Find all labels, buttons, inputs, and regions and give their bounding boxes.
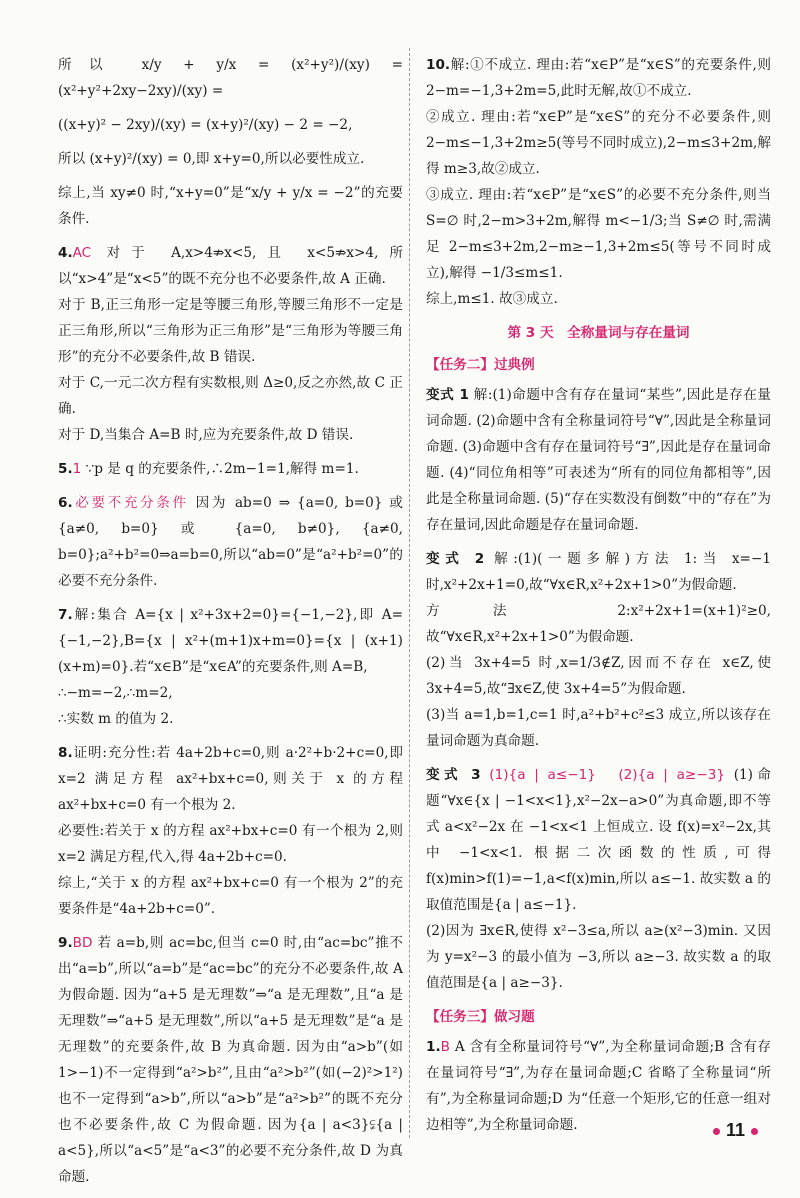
proof-line-2: ((x+y)² − 2xy)/(xy) = (x+y)²/(xy) − 2 = −2, — [58, 117, 353, 133]
q10-part-2: ②成立. 理由:若“x∈P”是“x∈S”的充分不必要条件,则 2−m≤−1,3+2m≥5(等号不同时成立),2−m≤3+2m,解得 m≥3,故②成立. — [426, 109, 771, 177]
q4-number: 4. — [58, 245, 73, 261]
proof-line-1: 所以 x/y + y/x = (x²+y²)/(xy) = (x²+y²+2xy−2xy)/(xy) = — [58, 57, 403, 99]
q6-text-2: {a≠0, b=0};a²+b²=0⇒a=b=0,所以“ab=0”是“a²+b²=0”的必要不充分条件. — [58, 521, 403, 589]
q10-block — [426, 52, 771, 312]
q4-answer: AC — [72, 245, 92, 261]
q7-number: 7. — [58, 607, 73, 623]
q7-text-2: ∴−m=−2,∴m=2, — [58, 685, 173, 701]
day-title: 第 3 天 全称量词与存在量词 — [507, 325, 690, 341]
variant2-text-3: (2)当 3x+4=5 时,x=1/3∉Z,因而不存在 x∈Z,使 3x+4=5,故“∃x∈Z,使 3x+4=5”为假命题. — [426, 655, 771, 697]
variant3-label: 变式 3 — [426, 767, 481, 783]
q9-answer: BD — [72, 935, 93, 951]
variant2-text-4: (3)当 a=1,b=1,c=1 时,a²+b²+c²≤3 成立,所以该存在量词命题为真命题. — [426, 707, 771, 749]
q5-answer: 1 — [72, 461, 82, 477]
task3-label: 【任务三】做习题 — [426, 1009, 535, 1025]
q8-text-2: 必要性:若关于 x 的方程 ax²+bx+c=0 有一个根为 2,则 x=2 满足方程,代入,得 4a+2b+c=0. — [58, 823, 403, 865]
q9-block — [58, 930, 403, 1190]
variant2-text-1: 解:(1)(一题多解)方法 1:当 x=−1 时,x²+2x+1=0,故“∀x∈R,x²+2x+1>0”为假命题. — [426, 551, 771, 593]
q5-text: ∵p 是 q 的充要条件,∴2m−1=1,解得 m=1. — [85, 461, 359, 477]
top-mark — [360, 0, 440, 6]
q10-part-1: 解:①不成立. 理由:若“x∈P”是“x∈S”的充要条件,则 2−m=−1,3+2m=5,此时无解,故①不成立. — [426, 57, 771, 99]
task2-label: 【任务二】过典例 — [426, 357, 535, 373]
q10-number: 10. — [426, 57, 451, 73]
q5-number: 5. — [58, 461, 73, 477]
right-column — [426, 52, 771, 1146]
q6-block — [58, 490, 403, 594]
variant2-label: 变式 2 — [426, 551, 485, 567]
q10-conclusion: 综上,m≤1. 故③成立. — [426, 291, 558, 307]
column-divider — [409, 48, 410, 1138]
variant3-text-2: (2)因为 ∃x∈R,使得 x²−3≤a,所以 a≥(x²−3)min. 又因为 y=x²−3 的最小值为 −3,所以 a≥−3. 故实数 a 的取值范围是{a | a≥−3}. — [426, 923, 771, 991]
variant2-text-2: 方法 2:x²+2x+1=(x+1)²≥0,故“∀x∈R,x²+2x+1>0”为假命题. — [426, 603, 771, 645]
variant1-label: 变式 1 — [426, 387, 469, 403]
exercise1-number: 1. — [426, 1039, 441, 1055]
q7-block — [58, 602, 403, 732]
q9-number: 9. — [58, 935, 73, 951]
q9-text: 若 a=b,则 ac=bc,但当 c=0 时,由“ac=bc”推不出“a=b”,所以“a=b”是“ac=bc”的充分不必要条件,故 A 为假命题. 因为“a+5 是无理数”⇒“a 是无理数”,且“a 是无理数”⇒“a+5 是无理数”,所以“a+5 是无理数”是“a 是无理数”的充要条件,故 B 为真命题. 因为由“a>b”(如 1>−1)不一定得到“a²>b²”,且由“a²>b²”(如(−2)²>1²)也不一定得到“a>b”,所以“a>b”是“a²>b²”的既不充分也不必要条件,故 C 为假命题. 因为{a | a<3}⫋{a | a<5},所以“a<5”是“a<3”的必要不充分条件,故 D 为真命题. — [58, 935, 404, 1185]
q4-block — [58, 240, 403, 448]
variant1-text: 解:(1)命题中含有存在量词“某些”,因此是存在量词命题. (2)命题中含有全称量词符号“∀”,因此是全称量词命题. (3)命题中含有存在量词符号“∃”,因此是存在量词命题. (4)“同位角相等”可表述为“所有的同位角都相等”,因此是全称量词命题. (5)“存在实数没有倒数”中的“存在”为存在量词,因此命题是存在量词命题. — [426, 387, 771, 533]
left-column — [58, 52, 403, 1198]
q8-block — [58, 740, 403, 922]
q8-text-3: 综上,“关于 x 的方程 ax²+bx+c=0 有一个根为 2”的充要条件是“4a+2b+c=0”. — [58, 875, 403, 917]
page-dot-left-icon — [713, 1128, 720, 1135]
q8-text-1: 证明:充分性:若 4a+2b+c=0,则 a·2²+b·2+c=0,即 x=2 满足方程 ax²+bx+c=0,则关于 x 的方程 ax²+bx+c=0 有一个根为 2. — [58, 745, 403, 813]
proof-line-3: 所以 (x+y)²/(xy) = 0,即 x+y=0,所以必要性成立. — [58, 151, 365, 167]
q4-option-b: 对于 B,正三角形一定是等腰三角形,等腰三角形不一定是正三角形,所以“三角形为正三角形”是“三角形为等腰三角形”的充分不必要条件,故 B 错误. — [58, 297, 403, 365]
variant3-answer: (1){a | a≤−1} (2){a | a≥−3} — [489, 767, 726, 783]
q7-text-1: 解:集合 A={x | x²+3x+2=0}={−1,−2},即 A={−1,−2},B={x | x²+(m+1)x+m=0}={x | (x+1)(x+m)=0}.若“x∈B”是“x∈A”的充要条件,则 A=B, — [58, 607, 403, 675]
variant3-block — [426, 762, 771, 996]
variant3-text-1: (1)命题“∀x∈{x | −1<x<1},x²−2x−a>0”为真命题,即不等式 a<x²−2x 在 −1<x<1 上恒成立. 设 f(x)=x²−2x,其中 −1<x<1. 根据二次函数的性质,可得 f(x)min>f(1)=−1,a<f(x)min,所以 a≤−1. 故实数 a 的取值范围是{a | a≤−1}. — [426, 767, 771, 913]
q8-number: 8. — [58, 745, 73, 761]
q7-text-3: ∴实数 m 的值为 2. — [58, 711, 174, 727]
exercise1-text: A 含有全称量词符号“∀”,为全称量词命题;B 含有存在量词符号“∃”,为存在量词命题;C 省略了全称量词“所有”,为全称量词命题;D 为“任意一个矩形,它的任意一组对边相等”,为全称量词命题. — [426, 1039, 771, 1133]
q10-part-3: ③成立. 理由:若“x∈P”是“x∈S”的必要不充分条件,则当 S=∅ 时,2−m>3+2m,解得 m<−1/3;当 S≠∅ 时,需满足 2−m≤3+2m,2−m≥−1,3+2m≤5(等号不同时成立),解得 −1/3≤m≤1. — [426, 187, 771, 281]
q4-option-a: 对于 A,x>4⇏x<5,且 x<5⇏x>4,所以“x>4”是“x<5”的既不充分也不必要条件,故 A 正确. — [58, 245, 403, 287]
q6-answer: 必要不充分条件 — [72, 495, 189, 511]
page-number-text: 11 — [725, 1120, 745, 1140]
exercise1-answer: B — [440, 1039, 450, 1055]
q6-number: 6. — [58, 495, 73, 511]
q5-block — [58, 456, 403, 482]
proof-conclusion: 综上,当 xy≠0 时,“x+y=0”是“x/y + y/x = −2”的充要条件. — [58, 185, 403, 227]
variant2-block — [426, 546, 771, 754]
q4-option-d: 对于 D,当集合 A=B 时,应为充要条件,故 D 错误. — [58, 427, 354, 443]
variant1-block — [426, 382, 771, 538]
q4-option-c: 对于 C,一元二次方程有实数根,则 Δ≥0,反之亦然,故 C 正确. — [58, 375, 403, 417]
page-number — [707, 1120, 764, 1141]
page-dot-right-icon — [751, 1128, 758, 1135]
q6-text-1: 因为 ab=0 ⇒ {a=0, b=0} 或 {a≠0, b=0} 或 {a=0, b≠0}, — [58, 495, 404, 537]
